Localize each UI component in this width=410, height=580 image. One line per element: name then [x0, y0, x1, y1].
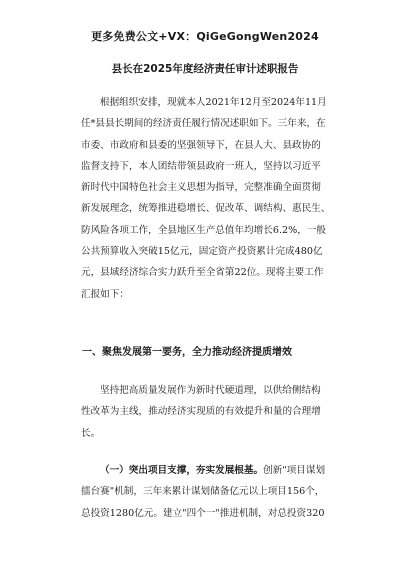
text-line: 监督支持下，本人团结带领县政府一班人，坚持以习近平: [81, 160, 321, 172]
text-line: 总投资1280亿元。建立"四个一"推进机制，对总投资320: [81, 507, 325, 519]
text-line: 汇报如下：: [81, 288, 129, 300]
paragraph-section-1: [62, 380, 348, 444]
text-line: 长。: [81, 427, 101, 439]
text-line: 性改革为主线，推动经济实现质的有效提升和量的合理增: [81, 406, 321, 418]
document-title: 县长在2025年度经济责任审计述职报告: [111, 63, 299, 75]
paragraph-intro: [62, 92, 348, 305]
text-line: [62, 460, 348, 481]
text-line: 防风险各项工作，全县地区生产总值年均增长6.2%，一般: [81, 224, 327, 236]
text-line: 公共预算收入突破15亿元，固定资产投资累计完成480亿: [81, 246, 323, 258]
text-line: 任*县县长期间的经济责任履行情况述职如下。三年来，在: [81, 118, 326, 130]
text-line: 坚持把高质量发展作为新时代硬道理，以供给侧结构: [100, 385, 321, 396]
text-line: 市委、市政府和县委的坚强领导下，在县人大、县政协的: [81, 139, 321, 151]
text-line: 元，县域经济综合实力跃升至全省第22位。现将主要工作: [81, 267, 324, 279]
subsection-heading: （一）突出项目支撑，夯实发展根基。: [100, 465, 264, 476]
promo-header: 更多免费公文+VX：QiGeGongWen2024: [91, 30, 319, 43]
paragraph-subsection-1: [62, 460, 348, 524]
section-heading-1: 一、聚焦发展第一要务，全力推动经济提质增效: [82, 347, 292, 358]
text-line: 新时代中国特色社会主义思想为指导，完整准确全面贯彻: [81, 182, 321, 194]
subsection-text: 创新"项目谋划: [263, 465, 326, 476]
text-line: 新发展理念，统筹推进稳增长、促改革、调结构、惠民生、: [81, 203, 331, 215]
text-line: 擂台赛"机制，三年来累计谋划储备亿元以上项目156个，: [81, 486, 325, 498]
text-line: 根据组织安排，现就本人2021年12月至2024年11月: [100, 97, 327, 108]
